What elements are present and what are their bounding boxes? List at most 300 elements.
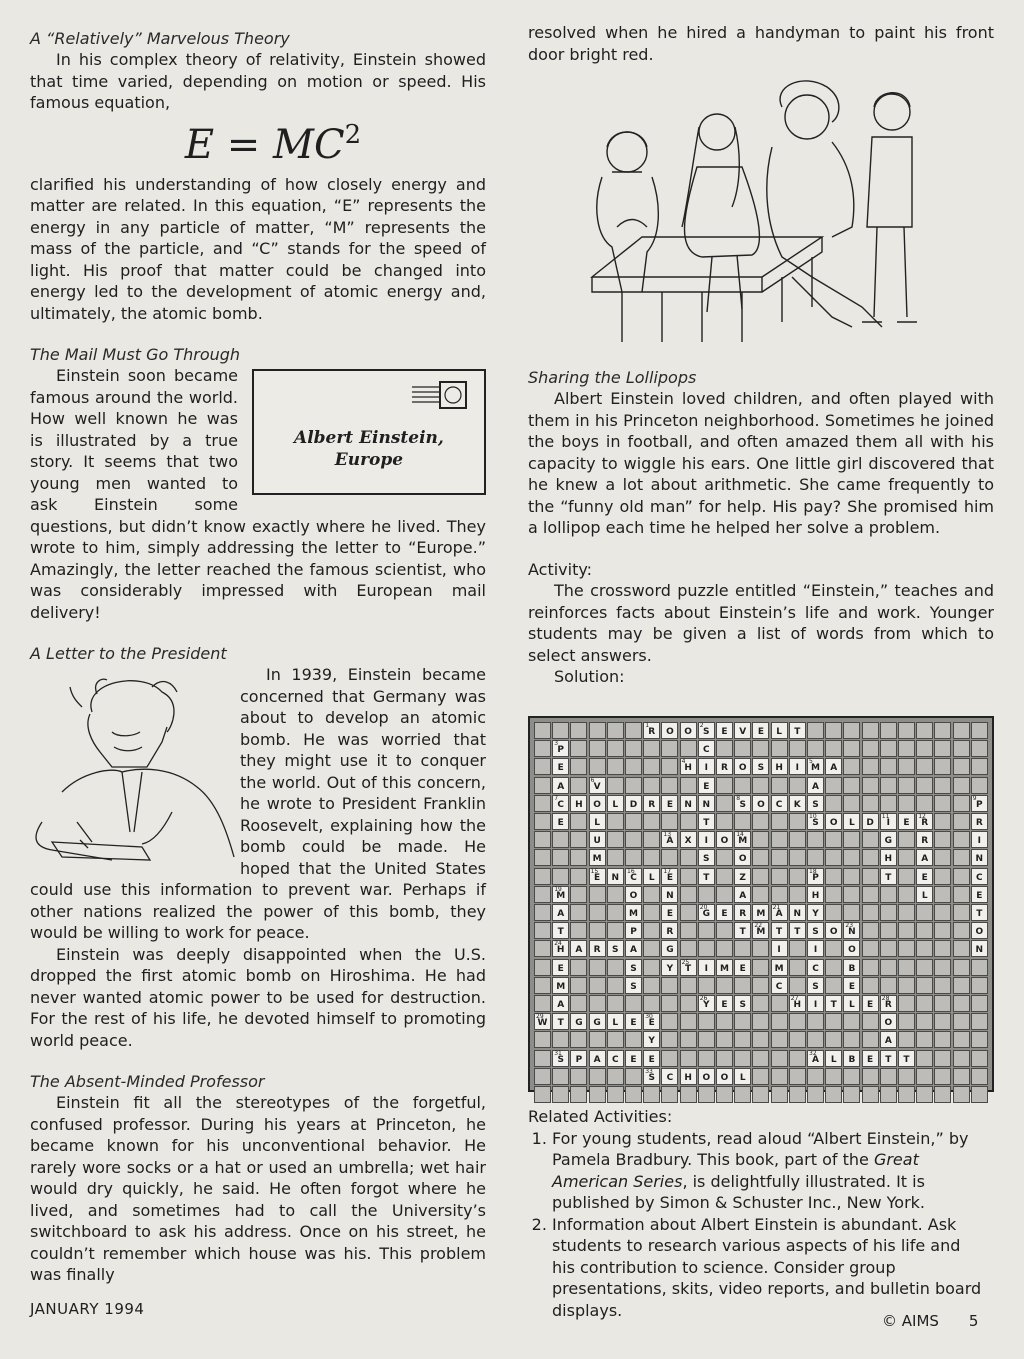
crossword-letter-cell: E	[698, 777, 715, 794]
crossword-letter-cell: H	[680, 1068, 697, 1085]
crossword-letter-cell: I	[789, 758, 806, 775]
crossword-letter-cell: G	[661, 940, 678, 957]
crossword-empty-cell	[534, 795, 551, 812]
crossword-letter-cell: E	[716, 995, 733, 1012]
footer-page-number: 5	[968, 1312, 979, 1330]
crossword-letter-cell: N	[789, 904, 806, 921]
crossword-empty-cell	[570, 904, 587, 921]
crossword-empty-cell	[898, 831, 915, 848]
crossword-empty-cell	[752, 1013, 769, 1030]
crossword-letter-cell: C	[607, 1050, 624, 1067]
crossword-empty-cell	[934, 886, 951, 903]
crossword-clue-number: 14	[736, 831, 744, 839]
crossword-empty-cell	[934, 758, 951, 775]
crossword-empty-cell	[843, 777, 860, 794]
crossword-empty-cell	[934, 904, 951, 921]
crossword-empty-cell	[752, 740, 769, 757]
president-paragraph-2: Einstein was deeply disappointed when the U.S. dropped the first atomic bomb on Hiroshima. He had never wanted atomic power to be used for destruction. For the rest of his life, he devoted himself to promoting world peace.	[30, 944, 486, 1050]
crossword-empty-cell	[862, 959, 879, 976]
crossword-empty-cell	[589, 977, 606, 994]
crossword-letter-cell: S 31	[552, 1050, 569, 1067]
crossword-letter-cell: A	[589, 1050, 606, 1067]
crossword-empty-cell	[534, 1050, 551, 1067]
left-column	[30, 28, 486, 1286]
crossword-clue-number: 12	[918, 813, 926, 820]
crossword-empty-cell	[534, 977, 551, 994]
crossword-empty-cell	[971, 1031, 988, 1048]
crossword-empty-cell	[843, 1031, 860, 1048]
crossword-clue-number: 24	[554, 940, 562, 948]
crossword-empty-cell	[825, 722, 842, 739]
crossword-letter-cell: R	[643, 795, 660, 812]
crossword-letter-cell: T	[880, 868, 897, 885]
crossword-letter-cell: E	[716, 722, 733, 739]
crossword-letter-cell: T	[789, 922, 806, 939]
crossword-empty-cell	[534, 831, 551, 848]
equation	[30, 119, 486, 168]
crossword-letter-cell: O	[734, 849, 751, 866]
relativity-paragraph-2: clarified his understanding of how closely energy and matter are related. In this equation, “E” represents the energy in any particle of matter, “M” represents the mass of the particle, and “C” stands for the speed of light. His proof that matter could be changed into energy led to the development of atomic energy and, ultimately, the atomic bomb.	[30, 174, 486, 323]
crossword-letter-cell: N	[971, 940, 988, 957]
crossword-letter-cell: L	[734, 1068, 751, 1085]
crossword-empty-cell	[862, 831, 879, 848]
crossword-clue-number: 1	[645, 722, 650, 729]
crossword-letter-cell: T	[771, 922, 788, 939]
crossword-letter-cell: M 19	[552, 886, 569, 903]
crossword-clue-number: 15	[590, 867, 599, 875]
crossword-letter-cell: T	[552, 922, 569, 939]
crossword-empty-cell	[552, 831, 569, 848]
crossword-clue-number: 33	[645, 1067, 653, 1075]
crossword-empty-cell	[807, 831, 824, 848]
crossword-empty-cell	[771, 849, 788, 866]
crossword-empty-cell	[898, 795, 915, 812]
crossword-letter-cell: E	[971, 886, 988, 903]
crossword-letter-cell: E	[898, 813, 915, 830]
crossword-letter-cell: E	[862, 995, 879, 1012]
crossword-empty-cell	[752, 777, 769, 794]
crossword-letter-cell: H 27	[789, 995, 806, 1012]
crossword-letter-cell: N	[607, 868, 624, 885]
crossword-empty-cell	[570, 922, 587, 939]
crossword-empty-cell	[971, 995, 988, 1012]
crossword-clue-number: 11	[881, 813, 890, 820]
crossword-empty-cell	[570, 758, 587, 775]
crossword-empty-cell	[607, 1031, 624, 1048]
crossword-empty-cell	[607, 849, 624, 866]
crossword-empty-cell	[625, 722, 642, 739]
crossword-empty-cell	[607, 831, 624, 848]
professor-paragraph: Einstein fit all the stereotypes of the forgetful, confused professor. During his years at Princeton, he became known for his unconventional behavior. He rarely wore socks or a hat or used an umbrella; wet hair would dry quickly, he said. He often forgot where he lived, and sometimes had to call the University’s switchboard to ask his address. Once on his street, he couldn’t remember which house was his. This problem was finally	[30, 1093, 486, 1284]
crossword-empty-cell	[698, 940, 715, 957]
related-item-1-text-end: , is delightfully illustrated. It is published by Simon & Schuster Inc., New York.	[552, 1171, 925, 1212]
crossword-letter-cell: H	[771, 758, 788, 775]
crossword-empty-cell	[552, 849, 569, 866]
crossword-empty-cell	[880, 722, 897, 739]
crossword-empty-cell	[934, 1086, 951, 1103]
crossword-empty-cell	[607, 1068, 624, 1085]
crossword-empty-cell	[825, 740, 842, 757]
crossword-empty-cell	[680, 868, 697, 885]
crossword-letter-cell: E	[552, 813, 569, 830]
crossword-clue-number: 2	[699, 722, 704, 729]
section-title-relativity: A “Relatively” Marvelous Theory	[30, 29, 290, 48]
crossword-empty-cell	[789, 1031, 806, 1048]
crossword-letter-cell: G	[570, 1013, 587, 1030]
crossword-letter-cell: L	[916, 886, 933, 903]
crossword-letter-cell: O	[825, 922, 842, 939]
crossword-empty-cell	[880, 940, 897, 957]
related-item-1-text: For young students, read aloud “Albert Einstein,” by Pamela Bradbury. This book, part of the	[552, 1128, 969, 1169]
crossword-letter-cell: O	[880, 1013, 897, 1030]
crossword-empty-cell	[734, 740, 751, 757]
crossword-empty-cell	[825, 904, 842, 921]
crossword-empty-cell	[570, 777, 587, 794]
crossword-empty-cell	[898, 777, 915, 794]
crossword-empty-cell	[789, 831, 806, 848]
crossword-empty-cell	[680, 849, 697, 866]
crossword-empty-cell	[862, 940, 879, 957]
crossword-empty-cell	[953, 831, 970, 848]
crossword-letter-cell: T	[880, 1050, 897, 1067]
crossword-empty-cell	[916, 1050, 933, 1067]
crossword-empty-cell	[789, 1050, 806, 1067]
crossword-letter-cell: T	[789, 722, 806, 739]
crossword-letter-cell: A	[552, 777, 569, 794]
crossword-empty-cell	[625, 777, 642, 794]
crossword-letter-cell: C	[807, 959, 824, 976]
crossword-empty-cell	[716, 849, 733, 866]
crossword-letter-cell: L	[607, 1013, 624, 1030]
crossword-empty-cell	[843, 758, 860, 775]
crossword-letter-cell: D	[625, 795, 642, 812]
crossword-empty-cell	[771, 777, 788, 794]
crossword-letter-cell: C	[771, 795, 788, 812]
crossword-clue-number: 21	[772, 904, 781, 911]
crossword-empty-cell	[716, 795, 733, 812]
crossword-empty-cell	[771, 813, 788, 830]
crossword-empty-cell	[589, 995, 606, 1012]
crossword-empty-cell	[771, 1031, 788, 1048]
crossword-empty-cell	[570, 813, 587, 830]
crossword-empty-cell	[570, 1068, 587, 1085]
crossword-letter-cell: N 23	[843, 922, 860, 939]
crossword-empty-cell	[789, 1086, 806, 1103]
crossword-letter-cell: O	[716, 1068, 733, 1085]
crossword-empty-cell	[934, 1050, 951, 1067]
crossword-letter-cell: P	[570, 1050, 587, 1067]
crossword-letter-cell: A 13	[661, 831, 678, 848]
crossword-letter-cell: E	[716, 904, 733, 921]
crossword-empty-cell	[607, 886, 624, 903]
crossword-empty-cell	[843, 1068, 860, 1085]
crossword-empty-cell	[752, 1031, 769, 1048]
crossword-clue-number: 7	[554, 794, 559, 802]
crossword-empty-cell	[953, 777, 970, 794]
crossword-empty-cell	[716, 886, 733, 903]
crossword-empty-cell	[570, 831, 587, 848]
crossword-empty-cell	[898, 940, 915, 957]
crossword-clue-number: 6	[590, 776, 595, 784]
crossword-letter-cell: O	[734, 758, 751, 775]
crossword-empty-cell	[934, 777, 951, 794]
crossword-empty-cell	[570, 959, 587, 976]
crossword-letter-cell: R	[734, 904, 751, 921]
crossword-empty-cell	[934, 1013, 951, 1030]
crossword-empty-cell	[934, 831, 951, 848]
crossword-empty-cell	[953, 1068, 970, 1085]
crossword-letter-cell: O	[843, 940, 860, 957]
crossword-empty-cell	[825, 1068, 842, 1085]
crossword-empty-cell	[752, 1050, 769, 1067]
crossword-empty-cell	[625, 1068, 642, 1085]
crossword-empty-cell	[971, 1013, 988, 1030]
crossword-empty-cell	[752, 995, 769, 1012]
footer-copyright: © AIMS	[882, 1312, 939, 1330]
footer-date: JANUARY 1994	[30, 1300, 145, 1318]
crossword-empty-cell	[607, 722, 624, 739]
envelope-address	[294, 427, 444, 471]
crossword-letter-cell: R 1	[643, 722, 660, 739]
crossword-empty-cell	[953, 1031, 970, 1048]
crossword-empty-cell	[934, 849, 951, 866]
crossword-empty-cell	[589, 1086, 606, 1103]
crossword-empty-cell	[534, 868, 551, 885]
crossword-letter-cell: H	[570, 795, 587, 812]
crossword-letter-cell: A	[552, 995, 569, 1012]
crossword-empty-cell	[589, 740, 606, 757]
crossword-empty-cell	[643, 758, 660, 775]
mail-paragraph: Einstein soon became famous around the world. How well known he was is illustrated by a true story. It seems that two young men wanted to ask Einstein some questions, but didn’t know exactly where he lived. They wrote to him, simply addressing the letter to “Europe.” Amazingly, the letter reached the famous scientist, who was considerably impressed with European mail delivery!	[30, 366, 486, 622]
crossword-letter-cell: S	[734, 995, 751, 1012]
crossword-letter-cell: A	[807, 777, 824, 794]
crossword-letter-cell: O	[680, 722, 697, 739]
crossword-empty-cell	[680, 995, 697, 1012]
crossword-empty-cell	[534, 740, 551, 757]
crossword-empty-cell	[698, 1013, 715, 1030]
crossword-letter-cell: M	[716, 959, 733, 976]
crossword-empty-cell	[843, 722, 860, 739]
activity-paragraph: The crossword puzzle entitled “Einstein,” teaches and reinforces facts about Einstein’s life and work. Younger students may be given a list of words from which to select answers.	[528, 581, 994, 665]
related-activities	[528, 1106, 988, 1321]
crossword-letter-cell: I	[698, 758, 715, 775]
crossword-clue-number: 3	[554, 740, 559, 748]
crossword-empty-cell	[825, 886, 842, 903]
crossword-letter-cell: A	[570, 940, 587, 957]
crossword-empty-cell	[898, 1086, 915, 1103]
crossword-letter-cell: Y 26	[698, 995, 715, 1012]
crossword-empty-cell	[843, 795, 860, 812]
crossword-letter-cell: I	[807, 995, 824, 1012]
crossword-letter-cell: E	[643, 1050, 660, 1067]
right-column	[528, 22, 994, 688]
crossword-empty-cell	[807, 1086, 824, 1103]
section-title-mail: The Mail Must Go Through	[30, 345, 241, 364]
crossword-empty-cell	[534, 940, 551, 957]
equation-exponent: 2	[344, 119, 362, 150]
section-title-lollipops: Sharing the Lollipops	[528, 368, 697, 387]
related-item-1	[552, 1128, 988, 1214]
crossword-empty-cell	[953, 977, 970, 994]
crossword-empty-cell	[862, 777, 879, 794]
crossword-clue-number: 19	[554, 885, 562, 893]
crossword-empty-cell	[934, 940, 951, 957]
crossword-empty-cell	[825, 849, 842, 866]
crossword-empty-cell	[661, 1050, 678, 1067]
crossword-letter-cell: M	[625, 904, 642, 921]
crossword-letter-cell: R	[716, 758, 733, 775]
section-title-president: A Letter to the President	[30, 644, 227, 663]
crossword-letter-cell: B	[843, 959, 860, 976]
crossword-empty-cell	[716, 922, 733, 939]
crossword-empty-cell	[734, 1031, 751, 1048]
crossword-empty-cell	[825, 1013, 842, 1030]
crossword-empty-cell	[953, 868, 970, 885]
crossword-empty-cell	[934, 959, 951, 976]
crossword-empty-cell	[771, 831, 788, 848]
crossword-empty-cell	[916, 904, 933, 921]
crossword-empty-cell	[716, 1050, 733, 1067]
crossword-empty-cell	[971, 977, 988, 994]
crossword-empty-cell	[680, 886, 697, 903]
crossword-empty-cell	[680, 1013, 697, 1030]
crossword-clue-number: 30	[645, 1013, 653, 1021]
crossword-letter-cell: T	[898, 1050, 915, 1067]
crossword-empty-cell	[625, 740, 642, 757]
crossword-empty-cell	[607, 777, 624, 794]
crossword-empty-cell	[916, 922, 933, 939]
crossword-empty-cell	[643, 831, 660, 848]
crossword-empty-cell	[771, 1068, 788, 1085]
crossword-letter-cell: V 6	[589, 777, 606, 794]
crossword-letter-cell: S	[752, 758, 769, 775]
crossword-empty-cell	[825, 959, 842, 976]
crossword-letter-cell: M 14	[734, 831, 751, 848]
crossword-clue-number: 8	[736, 794, 741, 802]
crossword-empty-cell	[716, 868, 733, 885]
envelope-illustration	[252, 369, 486, 495]
crossword-empty-cell	[898, 904, 915, 921]
crossword-letter-cell: T 25	[680, 959, 697, 976]
crossword-empty-cell	[862, 758, 879, 775]
crossword-empty-cell	[934, 813, 951, 830]
crossword-empty-cell	[898, 1031, 915, 1048]
crossword-letter-cell: R	[971, 813, 988, 830]
crossword-empty-cell	[880, 1068, 897, 1085]
crossword-empty-cell	[825, 777, 842, 794]
crossword-clue-number: 16	[627, 867, 635, 875]
crossword-letter-cell: C	[971, 868, 988, 885]
crossword-empty-cell	[862, 977, 879, 994]
crossword-clue-number: 10	[809, 813, 817, 820]
crossword-letter-cell: T	[552, 1013, 569, 1030]
crossword-letter-cell: O	[625, 886, 642, 903]
crossword-empty-cell	[643, 1086, 660, 1103]
solution-label: Solution:	[554, 667, 625, 686]
crossword-empty-cell	[953, 1050, 970, 1067]
crossword-empty-cell	[862, 886, 879, 903]
crossword-empty-cell	[643, 959, 660, 976]
crossword-empty-cell	[643, 904, 660, 921]
crossword-empty-cell	[534, 904, 551, 921]
crossword-empty-cell	[607, 758, 624, 775]
crossword-empty-cell	[934, 740, 951, 757]
crossword-letter-cell: O	[589, 795, 606, 812]
crossword-empty-cell	[953, 740, 970, 757]
crossword-empty-cell	[661, 1031, 678, 1048]
crossword-clue-number: 27	[790, 995, 799, 1002]
crossword-letter-cell: N	[661, 886, 678, 903]
crossword-empty-cell	[589, 959, 606, 976]
crossword-empty-cell	[825, 868, 842, 885]
crossword-letter-cell: H	[880, 849, 897, 866]
crossword-empty-cell	[934, 1068, 951, 1085]
crossword-clue-number: 18	[809, 867, 817, 875]
crossword-empty-cell	[825, 795, 842, 812]
crossword-empty-cell	[625, 831, 642, 848]
crossword-clue-number: 5	[809, 758, 813, 766]
crossword-letter-cell: I	[698, 959, 715, 976]
crossword-letter-cell: N	[971, 849, 988, 866]
lollipops-paragraph: Albert Einstein loved children, and often played with them in his Princeton neighborhood. Sometimes he joined the boys in football, and often amazed them all with his capacity to wiggle his ears. One little girl discovered that he knew a lot about arithmetic. She came frequently to the “funny old man” for help. His pay? She promised him a lollipop each time he helped her solve a problem.	[528, 389, 994, 537]
crossword-empty-cell	[789, 959, 806, 976]
crossword-empty-cell	[916, 940, 933, 957]
crossword-empty-cell	[789, 886, 806, 903]
crossword-empty-cell	[916, 777, 933, 794]
section-title-professor: The Absent-Minded Professor	[30, 1072, 265, 1091]
crossword-empty-cell	[862, 740, 879, 757]
crossword-letter-cell: E	[552, 758, 569, 775]
crossword-letter-cell: L	[825, 1050, 842, 1067]
crossword-empty-cell	[916, 1086, 933, 1103]
postmark-stamp-icon	[410, 379, 470, 413]
crossword-empty-cell	[716, 1086, 733, 1103]
crossword-empty-cell	[862, 722, 879, 739]
crossword-empty-cell	[534, 1086, 551, 1103]
crossword-empty-cell	[734, 1086, 751, 1103]
crossword-empty-cell	[898, 722, 915, 739]
crossword-empty-cell	[607, 995, 624, 1012]
crossword-clue-number: 23	[845, 922, 854, 930]
crossword-letter-cell: A 21	[771, 904, 788, 921]
crossword-empty-cell	[898, 1013, 915, 1030]
crossword-letter-cell: Y	[643, 1031, 660, 1048]
crossword-empty-cell	[698, 1086, 715, 1103]
crossword-letter-cell: C 16	[625, 868, 642, 885]
crossword-letter-cell: E	[843, 977, 860, 994]
crossword-clue-number: 29	[536, 1013, 544, 1021]
crossword-empty-cell	[880, 1086, 897, 1103]
crossword-letter-cell: R 28	[880, 995, 897, 1012]
crossword-empty-cell	[716, 1031, 733, 1048]
crossword-empty-cell	[552, 1086, 569, 1103]
crossword-empty-cell	[934, 977, 951, 994]
crossword-empty-cell	[807, 1068, 824, 1085]
crossword-empty-cell	[953, 886, 970, 903]
crossword-empty-cell	[752, 886, 769, 903]
crossword-solution-grid	[528, 716, 994, 1092]
crossword-empty-cell	[680, 1086, 697, 1103]
crossword-empty-cell	[534, 1031, 551, 1048]
crossword-empty-cell	[625, 758, 642, 775]
crossword-empty-cell	[825, 1031, 842, 1048]
crossword-letter-cell: I	[971, 831, 988, 848]
crossword-empty-cell	[953, 995, 970, 1012]
crossword-letter-cell: N	[698, 795, 715, 812]
crossword-letter-cell: S 2	[698, 722, 715, 739]
crossword-letter-cell: E	[752, 722, 769, 739]
crossword-empty-cell	[625, 1031, 642, 1048]
